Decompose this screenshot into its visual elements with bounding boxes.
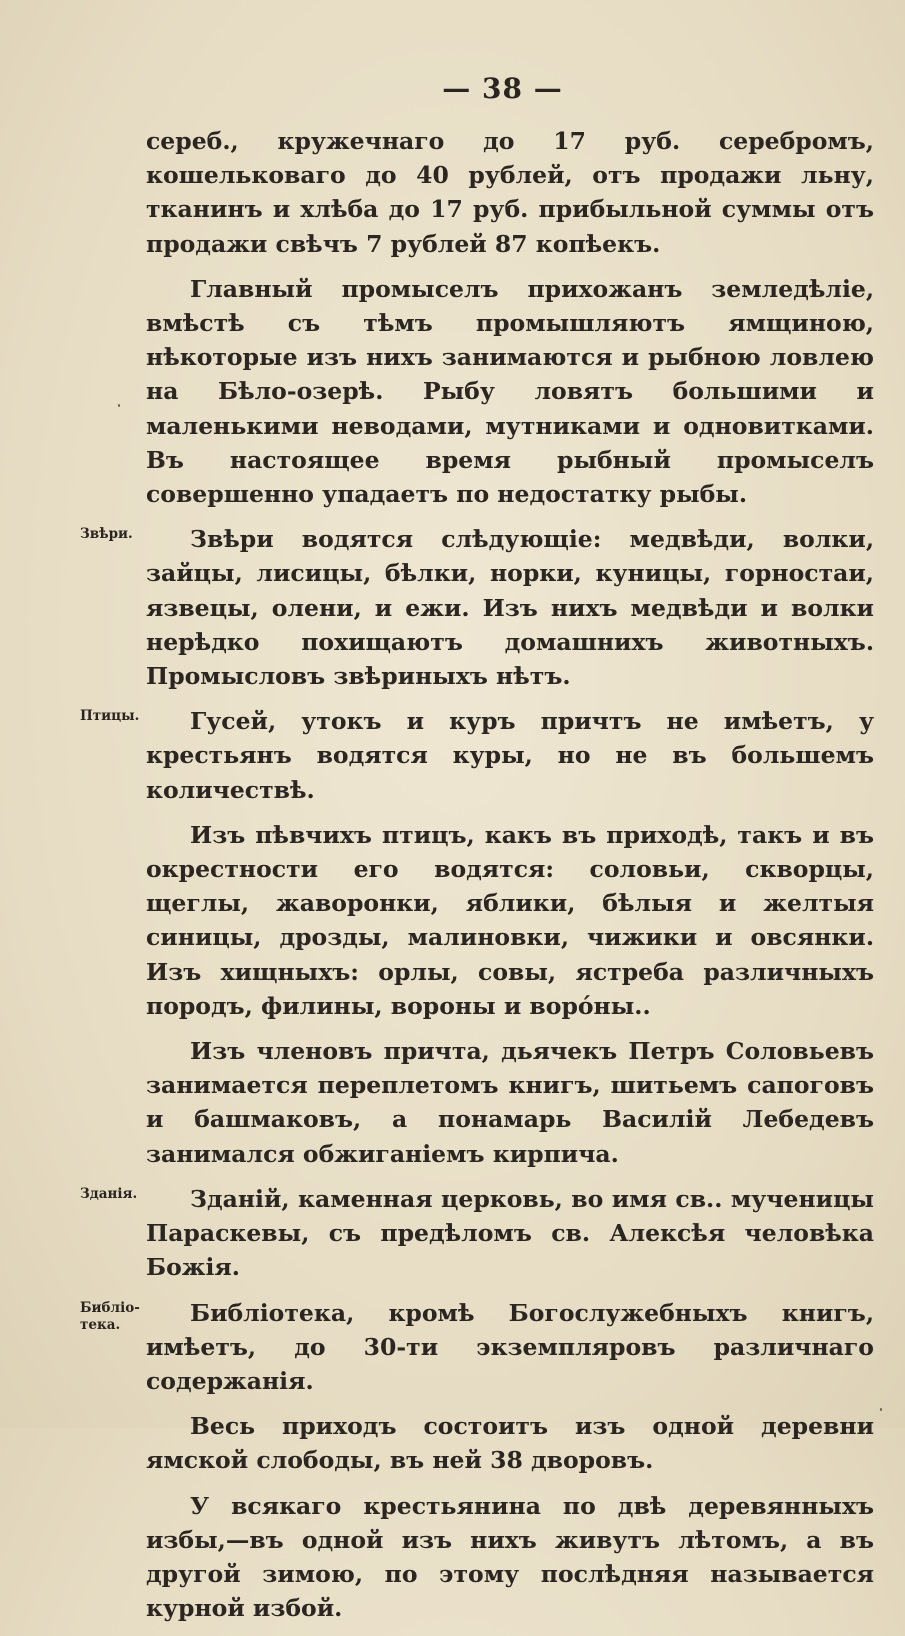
paper-speck bbox=[880, 1408, 882, 1411]
page-number: — 38 — bbox=[442, 72, 563, 105]
paragraph-text: Изъ пѣвчихъ птицъ, какъ въ приходѣ, такъ и въ окрестности его водятся: соловьи, скворцы, щеглы, жаворонки, яблики, бѣлыя и желтыя синицы, дрозды, малиновки, чижики и овсянки. Изъ хищныхъ: орлы, совы, ястреба различныхъ породъ, филины, вороны и воро́ны.. bbox=[146, 820, 874, 1020]
paragraph-text: сереб., кружечнаго до 17 руб. серебромъ, кошельковаго до 40 рублей, отъ продажи льну, тканинъ и хлѣба до 17 руб. прибыльной суммы отъ продажи свѣчъ 7 рублей 87 копѣекъ. bbox=[146, 127, 874, 258]
paragraph-10 bbox=[146, 1489, 874, 1626]
paragraph-3 bbox=[80, 522, 874, 693]
paragraph-2 bbox=[146, 272, 874, 511]
paragraph-text: Гусей, утокъ и куръ причтъ не имѣетъ, у крестьянъ водятся куры, но не въ большемъ количествѣ. bbox=[146, 707, 874, 804]
margin-note-zveri: Звѣри. bbox=[80, 526, 133, 543]
paragraph-9 bbox=[146, 1409, 874, 1477]
margin-note-zdaniya: Зданія. bbox=[80, 1185, 138, 1202]
paragraph-text: Главный промыселъ прихожанъ земледѣліе, вмѣстѣ съ тѣмъ промышляютъ ямщиною, нѣкоторые изъ нихъ занимаются и рыбною ловлею на Бѣло-озерѣ. Рыбу ловятъ большими и маленькими неводами, мутниками и одновитками. Въ настоящее время рыбный промыселъ совершенно упадаетъ по недостатку рыбы. bbox=[146, 274, 874, 509]
paragraph-6 bbox=[146, 1034, 874, 1171]
paragraph-8 bbox=[80, 1296, 874, 1399]
paragraph-text: Звѣри водятся слѣдующіе: медвѣди, волки, зайцы, лисицы, бѣлки, норки, куницы, горностаи, язвецы, олени, и ежи. Изъ нихъ медвѣди и волки нерѣдко похищаютъ домашнихъ животныхъ. Промысловъ звѣриныхъ нѣтъ. bbox=[146, 525, 874, 691]
paper-speck bbox=[118, 404, 120, 407]
paragraph-5 bbox=[146, 818, 874, 1023]
paragraph-1 bbox=[146, 124, 874, 261]
paragraph-text: Зданій, каменная церковь, во имя св.. мученицы Параскевы, съ предѣломъ св. Алексѣя человѣка Божія. bbox=[146, 1184, 874, 1282]
paragraph-text: Библіотека, кромѣ Богослужебныхъ книгъ, имѣетъ, до 30-ти экземпляровъ различнаго содержанія. bbox=[146, 1298, 874, 1395]
paragraph-text: Изъ членовъ причта, дьячекъ Петръ Соловьевъ занимается переплетомъ книгъ, шитьемъ сапоговъ и башмаковъ, а понамарь Василій Лебедевъ занимался обжиганіемъ кирпича. bbox=[146, 1037, 874, 1168]
text-column bbox=[80, 124, 874, 1636]
paragraph-text: У всякаго крестьянина по двѣ деревянныхъ избы,—въ одной изъ нихъ живутъ лѣтомъ, а въ другой зимою, по этому послѣдняя называется курной избой. bbox=[146, 1491, 874, 1623]
paragraph-7 bbox=[80, 1182, 874, 1285]
paragraph-text: Весь приходъ состоитъ изъ одной деревни ямской слободы, въ ней 38 дворовъ. bbox=[146, 1412, 874, 1475]
margin-note-ptitsy: Птицы. bbox=[80, 708, 140, 725]
paragraph-4 bbox=[80, 704, 874, 807]
margin-note-biblioteka: Библіо- тека. bbox=[80, 1299, 140, 1333]
